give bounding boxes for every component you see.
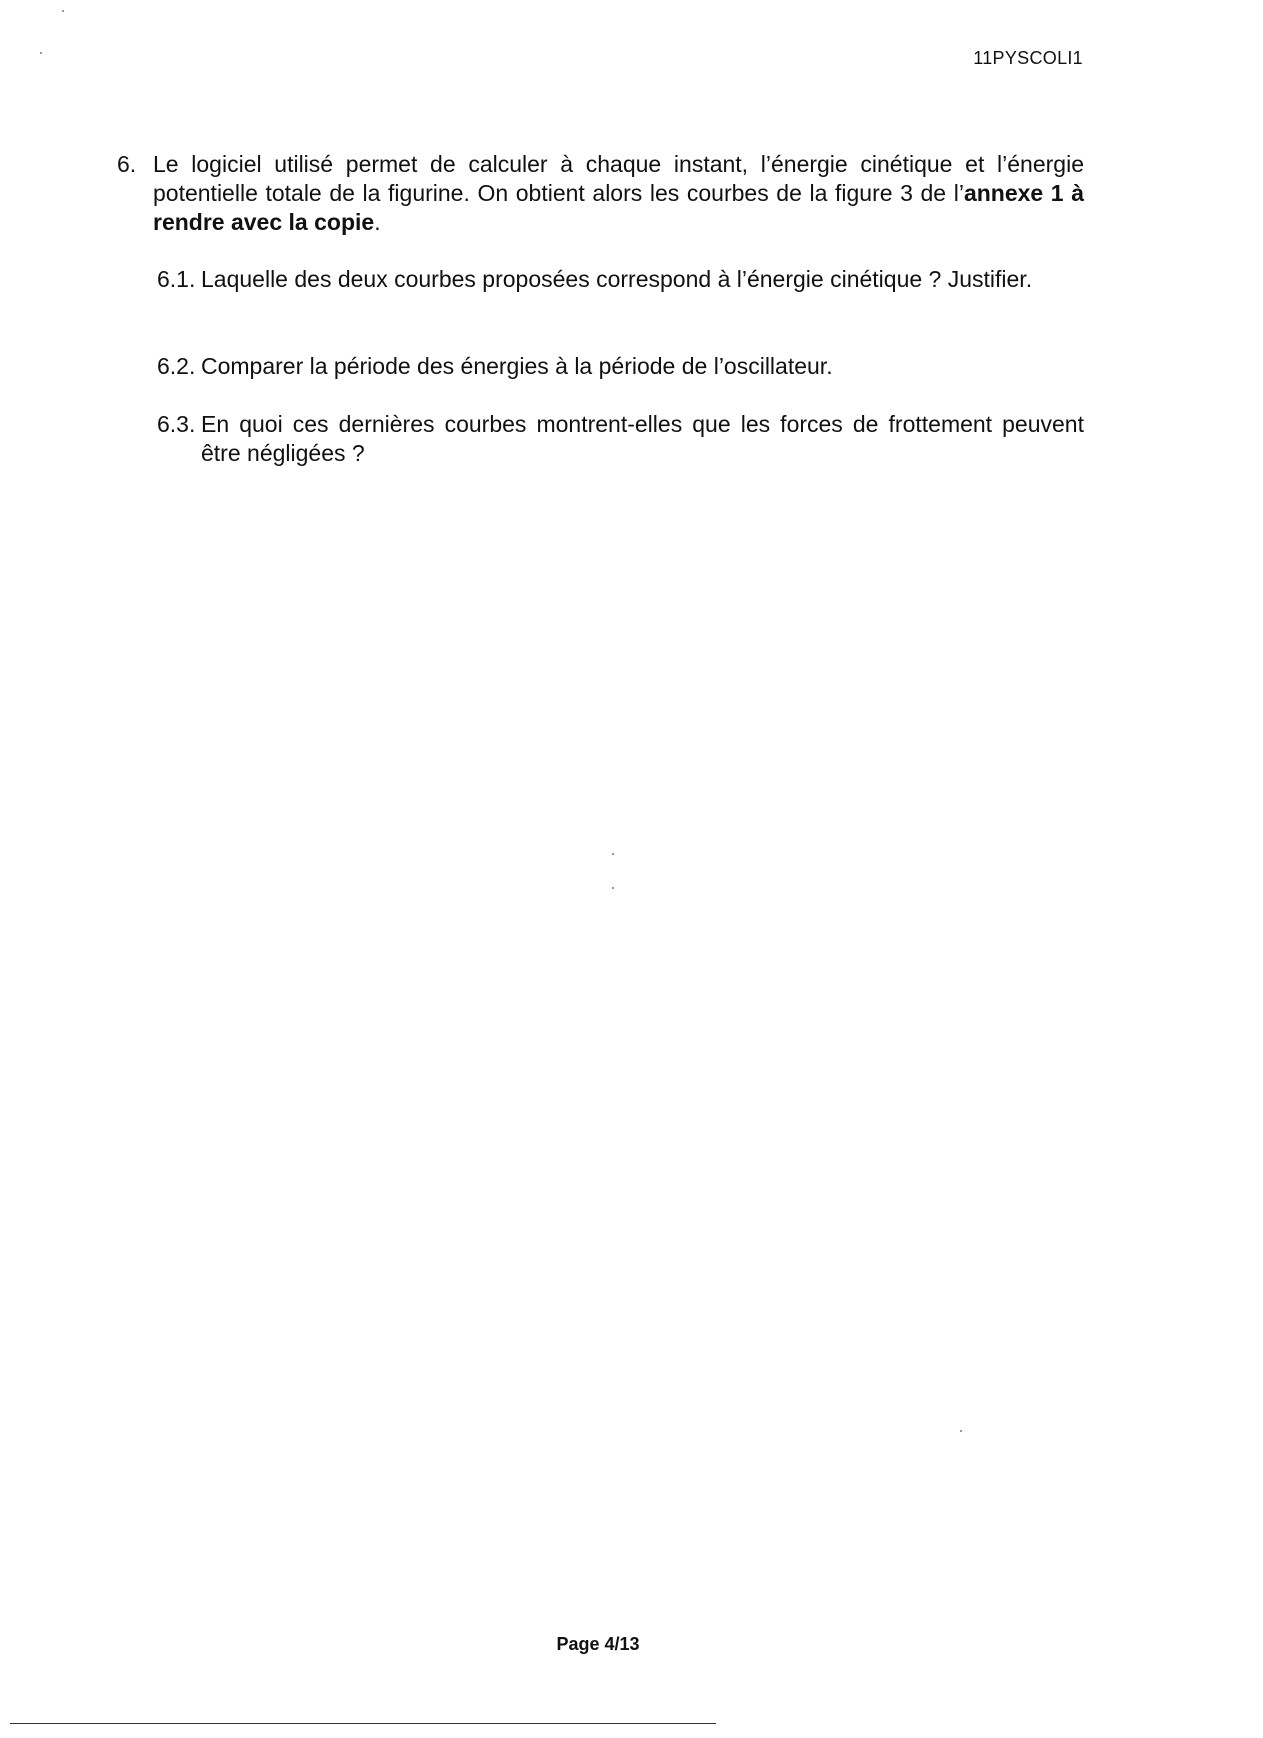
scan-speck	[612, 853, 614, 855]
scan-speck	[612, 887, 614, 889]
document-code: 11PYSCOLI1	[973, 48, 1083, 68]
question-text	[153, 150, 1084, 237]
sub-question-number: 6.2.	[157, 353, 196, 379]
question-text-start: Le logiciel utilisé permet de calculer à chaque instant, l’énergie cinétique et l’énergie potentielle totale de la figurine. On obtient alors les courbes de la figure 3 de l’	[153, 151, 1084, 206]
question-number: 6.	[117, 151, 137, 177]
sub-question-6-2	[157, 352, 1084, 381]
sub-question-6-3	[157, 410, 1084, 468]
scan-speck	[960, 1430, 962, 1432]
question-text-emphasis: annexe 1 à rendre avec la copie	[153, 180, 1084, 235]
question-text-end: .	[374, 209, 381, 235]
sub-question-text: En quoi ces dernières courbes montrent-elles que les forces de frottement peuvent être négligées ?	[201, 411, 1084, 466]
sub-question-text: Laquelle des deux courbes proposées correspond à l’énergie cinétique ? Justifier.	[201, 266, 1033, 292]
sub-question-6-1	[157, 265, 1084, 294]
sub-question-number: 6.1.	[157, 266, 196, 292]
scan-speck	[62, 10, 64, 12]
sub-question-number: 6.3.	[157, 411, 196, 437]
scan-speck	[40, 52, 42, 54]
question-6	[117, 150, 1084, 237]
page-number: Page 4/13	[556, 1634, 640, 1654]
bottom-rule	[10, 1723, 716, 1724]
sub-question-text: Comparer la période des énergies à la période de l’oscillateur.	[201, 353, 833, 379]
